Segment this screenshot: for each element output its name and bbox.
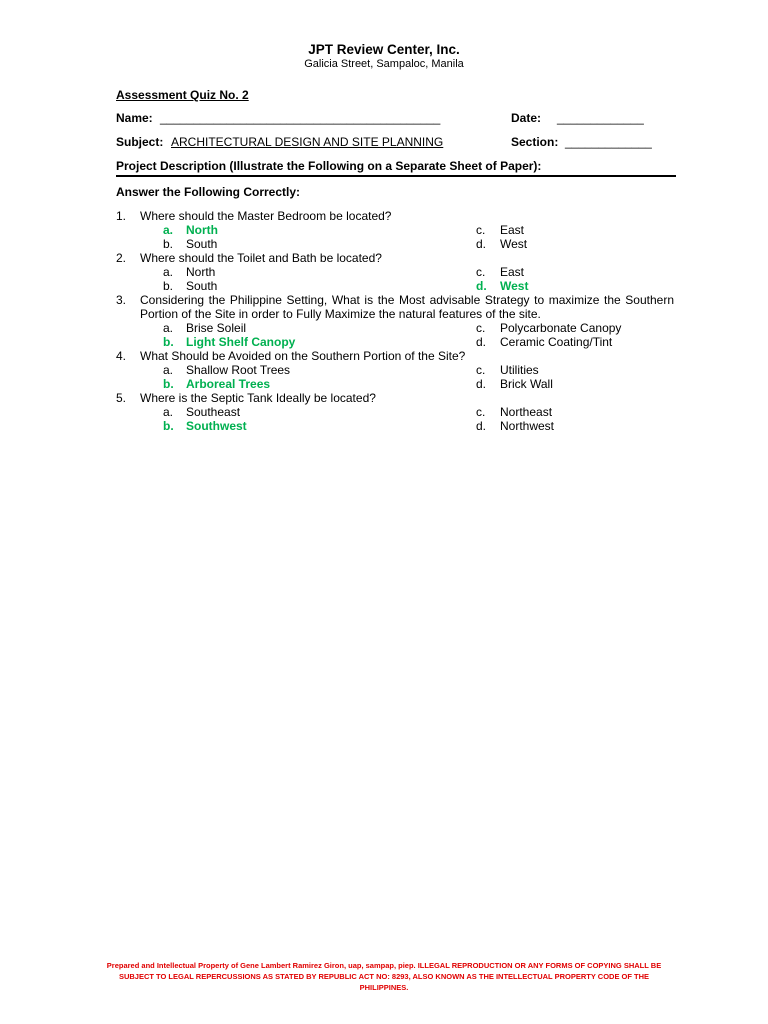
q3-option-b-letter: b.: [163, 335, 174, 349]
q1-option-a-text: North: [186, 223, 218, 237]
q3-option-d-letter: d.: [476, 335, 487, 349]
q4-option-c-text: Utilities: [500, 363, 539, 377]
question-2-number: 2.: [116, 251, 127, 265]
subject-value: ARCHITECTURAL DESIGN AND SITE PLANNING: [171, 135, 444, 149]
q4-option-b-text: Arboreal Trees: [186, 377, 271, 391]
date-blank: _____________: [557, 111, 644, 125]
q3-option-a-letter: a.: [163, 321, 174, 335]
footer-line-1: Prepared and Intellectual Property of Gene Lambert Ramirez Giron, uap, sampap, piep. ILLEGAL REPRODUCTION OR ANY FORMS OF COPYING SHALL BE: [106, 961, 662, 970]
q3-option-b-text: Light Shelf Canopy: [186, 335, 296, 349]
question-2-text: Where should the Toilet and Bath be located?: [140, 251, 382, 265]
q5-option-c-text: Northeast: [500, 405, 553, 419]
q1-option-a-letter: a.: [163, 223, 174, 237]
q4-option-d-letter: d.: [476, 377, 487, 391]
question-1-text: Where should the Master Bedroom be located?: [140, 209, 392, 223]
answer-heading: Answer the Following Correctly:: [116, 185, 301, 199]
q5-option-b-letter: b.: [163, 419, 174, 433]
q1-option-b-text: South: [186, 237, 218, 251]
q3-option-c-text: Polycarbonate Canopy: [500, 321, 622, 335]
q1-option-d-letter: d.: [476, 237, 487, 251]
q5-option-b-text: Southwest: [186, 419, 247, 433]
q2-option-a-text: North: [186, 265, 216, 279]
q2-option-d-letter: d.: [476, 279, 487, 293]
q4-option-c-letter: c.: [476, 363, 486, 377]
q2-option-c-letter: c.: [476, 265, 486, 279]
name-blank: __________________________________________: [160, 111, 441, 125]
q1-option-b-letter: b.: [163, 237, 174, 251]
question-4-text: What Should be Avoided on the Southern Portion of the Site?: [140, 349, 466, 363]
name-label: Name:: [116, 111, 153, 125]
question-5-number: 5.: [116, 391, 127, 405]
q2-option-d-text: West: [500, 279, 529, 293]
q4-option-b-letter: b.: [163, 377, 174, 391]
question-3-text: Considering the Philippine Setting, What is the Most advisable Strategy to maximize the Southern Portion of the Site in order to Fully Maximize the natural features of the site.: [140, 293, 674, 321]
section-label: Section:: [511, 135, 559, 149]
section-blank: _____________: [565, 135, 652, 149]
date-label: Date:: [511, 111, 542, 125]
q2-option-b-text: South: [186, 279, 218, 293]
quiz-title: Assessment Quiz No. 2: [116, 88, 249, 102]
divider-rule: [116, 175, 676, 177]
footer-line-2: SUBJECT TO LEGAL REPERCUSSIONS AS STATED BY REPUBLIC ACT NO: 8293, ALSO KNOWN AS THE INTELLECTUAL PROPERTY CODE OF THE PHILIPPINES.: [118, 972, 650, 992]
q5-option-a-text: Southeast: [186, 405, 241, 419]
copyright-footer: [100, 960, 668, 993]
q2-option-c-text: East: [500, 265, 525, 279]
project-description: Project Description (Illustrate the Following on a Separate Sheet of Paper):: [116, 159, 542, 173]
question-3-number: 3.: [116, 293, 127, 307]
organization-address: Galicia Street, Sampaloc, Manila: [304, 58, 464, 70]
q2-option-a-letter: a.: [163, 265, 174, 279]
q1-option-c-text: East: [500, 223, 525, 237]
q1-option-d-text: West: [500, 237, 528, 251]
q3-option-c-letter: c.: [476, 321, 486, 335]
q3-option-d-text: Ceramic Coating/Tint: [500, 335, 613, 349]
q1-option-c-letter: c.: [476, 223, 486, 237]
q4-option-a-letter: a.: [163, 363, 174, 377]
q4-option-d-text: Brick Wall: [500, 377, 553, 391]
organization-name: JPT Review Center, Inc.: [308, 42, 460, 57]
question-1-number: 1.: [116, 209, 127, 223]
question-5-text: Where is the Septic Tank Ideally be located?: [140, 391, 376, 405]
q4-option-a-text: Shallow Root Trees: [186, 363, 291, 377]
q2-option-b-letter: b.: [163, 279, 174, 293]
q3-option-a-text: Brise Soleil: [186, 321, 247, 335]
q5-option-c-letter: c.: [476, 405, 486, 419]
q5-option-d-letter: d.: [476, 419, 487, 433]
subject-label: Subject:: [116, 135, 164, 149]
question-4-number: 4.: [116, 349, 127, 363]
q5-option-d-text: Northwest: [500, 419, 555, 433]
q5-option-a-letter: a.: [163, 405, 174, 419]
